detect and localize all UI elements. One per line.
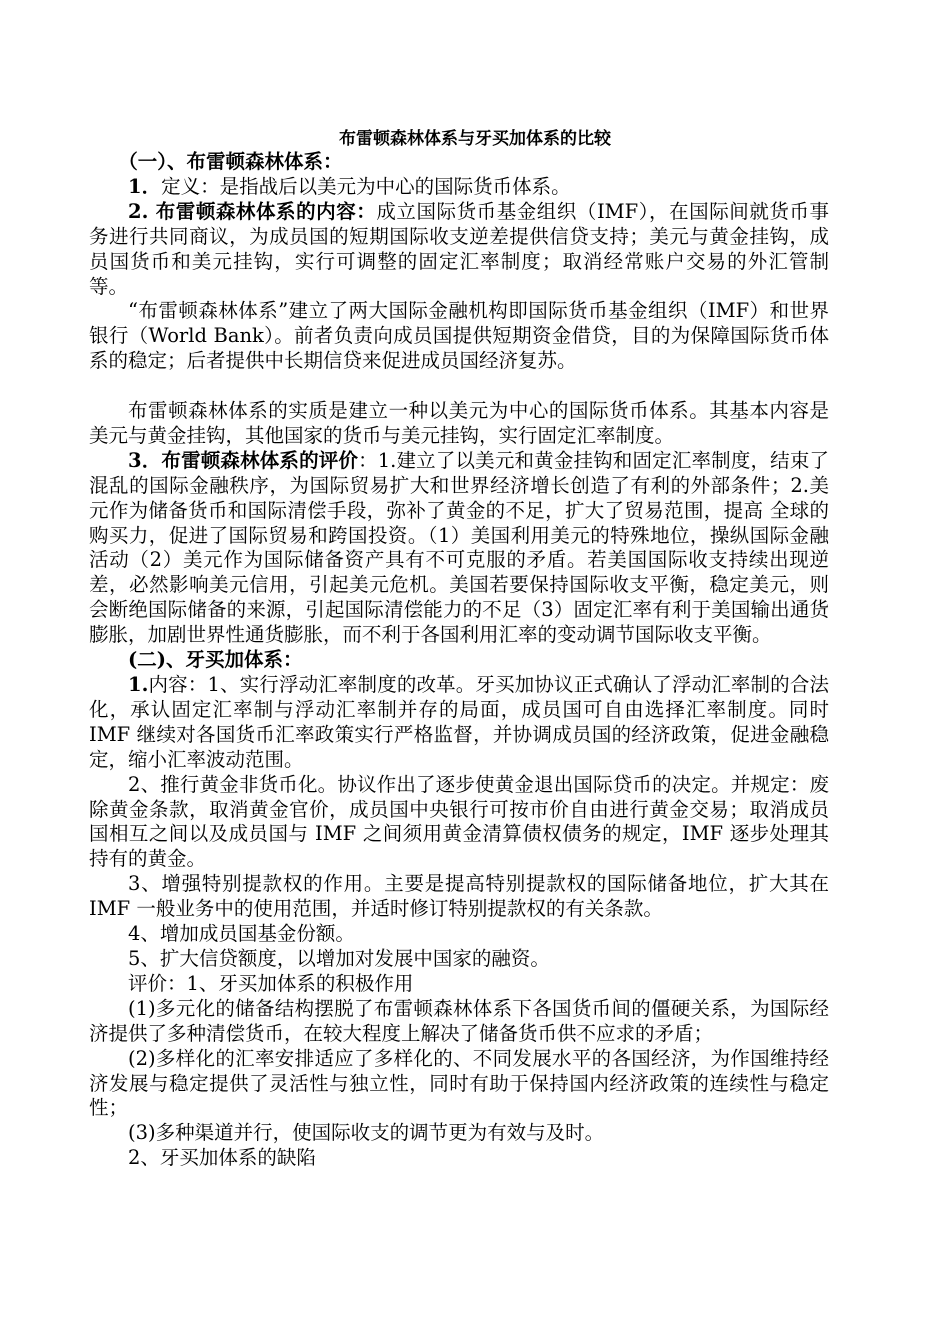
- paragraph-positive-3: (3)多种渠道并行，使国际收支的调节更为有效与及时。: [128, 1121, 605, 1145]
- section-heading-bretton-woods: （一）、布雷顿森林体系：: [118, 150, 343, 173]
- paragraph-evaluation: 3．布雷顿森林体系的评价：1.建立了以美元和黄金挂钩和固定汇率制度，结束了混乱的国际金融秩序，为国际贸易扩大和世界经济增长创造了有利的外部条件；2.美元作为储备货币和国际清偿手段，弥补了黄金的不足，扩大了贸易范围，提高 全球的购买力，促进了国际贸易和跨国投资。（1）美国利用美元的特殊地位，操纵国际金融活动（2）美元作为国际储备资产具有不可克服的矛盾。若美国国际收支持续出现逆差，必然影响美元信用，引起美元危机。美国若要保持国际收支平衡，稳定美元，则会断绝国际储备的来源，引起国际清偿能力的不足（3）固定汇率有利于美国输出通货膨胀，加剧世界性通货膨胀，而不利于各国利用汇率的变动调节国际收支平衡。: [89, 448, 829, 647]
- paragraph-essence: 布雷顿森林体系的实质是建立一种以美元为中心的国际货币体系。其基本内容是美元与黄金挂钩，其他国家的货币与美元挂钩，实行固定汇率制度。: [89, 399, 829, 447]
- paragraph-quota: 4、增加成员国基金份额。: [128, 922, 355, 946]
- blank-line: [89, 374, 829, 399]
- paragraph-defects-heading: 2、牙买加体系的缺陷: [128, 1146, 316, 1170]
- paragraph-content: 2. 布雷顿森林体系的内容：成立国际货币基金组织（IMF），在国际间就货币事务进行共同商议，为成员国的短期国际收支逆差提供信贷支持；美元与黄金挂钩，成员国货币和美元挂钩，实行可调整的固定汇率制度；取消经常账户交易的外汇管制等。: [89, 199, 829, 298]
- document-body: [89, 150, 829, 1171]
- section-heading-jamaica: (二)、牙买加体系：: [128, 648, 303, 672]
- paragraph-gold-demonetization: 2、推行黄金非货币化。协议作出了逐步使黄金退出国际贷币的决定。并规定：废除黄金条款，取消黄金官价，成员国中央银行可按市价自由进行黄金交易；取消成员国相互之间以及成员国与 IMF 之间须用黄金清算债权债务的规定，IMF 逐步处理其持有的黄金。: [89, 772, 829, 871]
- paragraph-institutions: “布雷顿森林体系”建立了两大国际金融机构即国际货币基金组织（IMF）和世界银行（World Bank）。前者负责向成员国提供短期资金借贷，目的为保障国际货币体系的稳定；后者提供中长期信贷来促进成员国经济复苏。: [89, 299, 829, 373]
- paragraph-sdr: 3、增强特别提款权的作用。主要是提高特别提款权的国际储备地位，扩大其在 IMF 一般业务中的使用范围，并适时修订特别提款权的有关条款。: [89, 872, 829, 921]
- paragraph-credit: 5、扩大信贷额度，以增加对发展中国家的融资。: [128, 946, 550, 970]
- paragraph-jamaica-content: 1.内容：1、实行浮动汇率制度的改革。牙买加协议正式确认了浮动汇率制的合法化，承认固定汇率制与浮动汇率制并存的局面，成员国可自由选择汇率制度。同时 IMF 继续对各国货币汇率政策实行严格监督，并协调成员国的经济政策，促进金融稳定，缩小汇率波动范围。: [89, 673, 829, 771]
- paragraph-positive-1: (1)多元化的储备结构摆脱了布雷顿森林体系下各国货币间的僵硬关系，为国际经济提供了多种清偿货币，在较大程度上解决了储备货币供不应求的矛盾；: [89, 996, 829, 1045]
- document-title: 布雷顿森林体系与牙买加体系的比较: [339, 129, 611, 149]
- paragraph-definition: 1．定义：是指战后以美元为中心的国际货币体系。: [128, 174, 571, 198]
- paragraph-evaluation-heading: 评价：1、牙买加体系的积极作用: [128, 971, 414, 995]
- paragraph-positive-2: (2)多样化的汇率安排适应了多样化的、不同发展水平的各国经济，为作国维持经济发展与稳定提供了灵活性与独立性，同时有助于保持国内经济政策的连续性与稳定性；: [89, 1046, 829, 1120]
